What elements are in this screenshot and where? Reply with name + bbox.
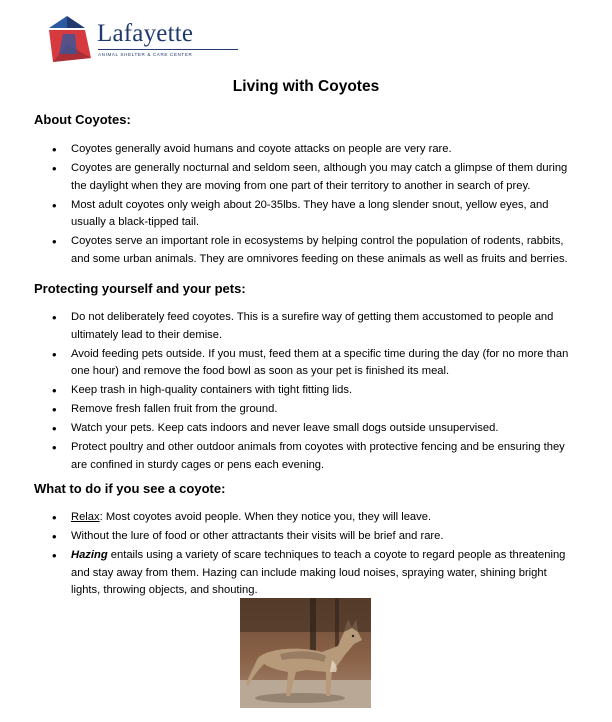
logo-subtitle: ANIMAL SHELTER & CARE CENTER xyxy=(98,52,193,57)
hazing-term: Hazing xyxy=(71,549,108,561)
relax-text: : Most coyotes avoid people. When they notice you, they will leave. xyxy=(99,511,432,523)
list-item: • Without the lure of food or other attractants their visits will be brief and rare. xyxy=(34,528,579,546)
hazing-text: entails using a variety of scare techniques to teach a coyote to regard people as threatening and stay away from them. Hazing can include making loud noises, spraying water, shining bright lights, throwing objects, and shouting. xyxy=(71,549,566,596)
section-heading-about: About Coyotes: xyxy=(34,112,131,127)
section-heading-protecting: Protecting yourself and your pets: xyxy=(34,281,246,296)
coyote-photo xyxy=(240,598,371,708)
list-item: • Watch your pets. Keep cats indoors and never leave small dogs outside unsupervised. xyxy=(34,420,579,438)
see-coyote-list xyxy=(34,509,579,601)
list-item xyxy=(34,509,579,527)
list-item: • Coyotes generally avoid humans and coyote attacks on people are very rare. xyxy=(34,141,579,159)
logo-rule xyxy=(98,49,238,50)
protecting-list xyxy=(34,309,579,476)
page-title: Living with Coyotes xyxy=(232,78,380,95)
logo-wordmark: Lafayette xyxy=(97,20,194,47)
shelter-logo-icon xyxy=(45,14,95,64)
lafayette-logo xyxy=(45,14,205,66)
list-item: • Do not deliberately feed coyotes. This is a surefire way of getting them accustomed to people and ultimately lead to their demise. xyxy=(34,309,579,344)
section-heading-see-coyote: What to do if you see a coyote: xyxy=(34,481,226,496)
list-item: • Avoid feeding pets outside. If you must, feed them at a specific time during the day (for no more than one hour) and remove the food bowl as soon as your pet is finished its meal. xyxy=(34,346,579,381)
about-list xyxy=(34,141,579,270)
list-item: • Protect poultry and other outdoor animals from coyotes with protective fencing and be ensuring they are confined in sturdy cages or pens each evening. xyxy=(34,439,579,474)
list-item: • Keep trash in high-quality containers with tight fitting lids. xyxy=(34,382,579,400)
coyote-image xyxy=(240,598,371,708)
list-item: • Coyotes are generally nocturnal and seldom seen, although you may catch a glimpse of them during the daylight when they are moving from one part of their territory to another in search of prey. xyxy=(34,160,579,195)
list-item: • Remove fresh fallen fruit from the ground. xyxy=(34,401,579,419)
relax-term: Relax xyxy=(71,511,100,523)
list-item xyxy=(34,547,579,600)
list-item: • Most adult coyotes only weigh about 20-35lbs. They have a long slender snout, yellow eyes, and usually a black-tipped tail. xyxy=(34,197,579,232)
list-item: • Coyotes serve an important role in ecosystems by helping control the population of rodents, rabbits, and some urban animals. They are omnivores feeding on these animals as well as fruits and berries. xyxy=(34,233,579,268)
